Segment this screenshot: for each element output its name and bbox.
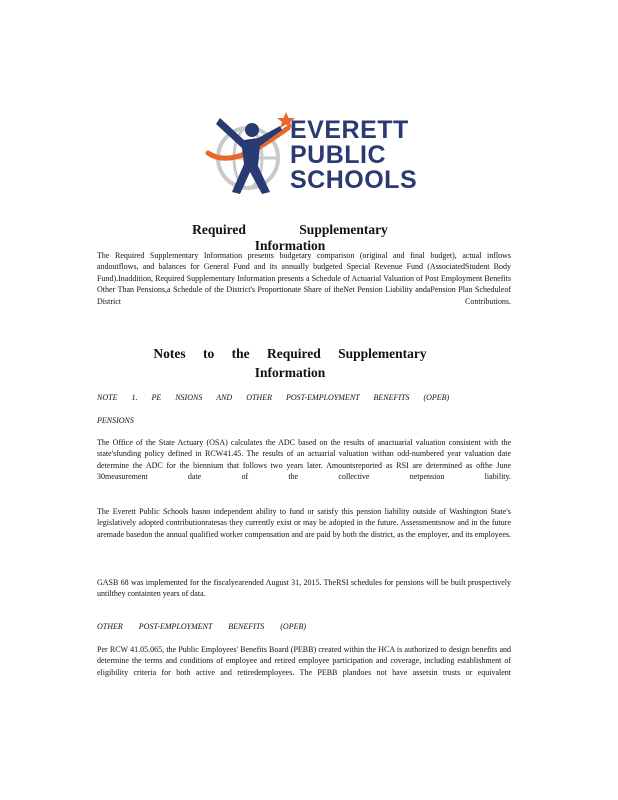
opeb-paragraph: Per RCW 41.05.065, the Public Employees' Benefits Board (PEBB) created within the HCA is authorized to design benefits and determine the terms and conditions of employee and retired employee participation and coverage, including establishment of eligibility criteria for both active and retiredemployees. The PEBB plandoes not have assetsin trusts or equivalent bbox=[97, 645, 511, 677]
pensions-paragraph-3: GASB 68 was implemented for the fiscalyearended August 31, 2015. TheRSI schedules for pensions will be built prospectively untilthey containten years of data. bbox=[97, 578, 511, 599]
logo-figure-icon bbox=[200, 108, 295, 198]
notes-heading: Notes to the Required Supplementary Information bbox=[153, 346, 427, 380]
logo-line-1: EVERETT bbox=[290, 116, 409, 144]
logo-line-3: SCHOOLS bbox=[290, 166, 418, 194]
everett-public-schools-logo bbox=[200, 108, 420, 198]
rsi-heading: Required Supplementary Information bbox=[192, 222, 388, 253]
pensions-label: PENSIONS bbox=[97, 416, 134, 425]
rsi-description: The Required Supplementary Information presents budgetary comparison (original and final budget), actual inflows andoutflows, and balances for General Fund and its annually budgeted Special Revenue Fund (AssociatedStudent Body Fund).Inaddition, Required Supplementary Information presents a Schedule of Actuarial Valuation of Post Employment Benefits Other Than Pensions,a Schedule of the District's Proportionate Share of theNet Pension Liability andaPension Plan Scheduleof District Contributions. bbox=[97, 251, 511, 306]
note-1-heading: NOTE 1. PE NSIONS AND OTHER POST-EMPLOYMENT BENEFITS (OPEB) bbox=[97, 393, 450, 402]
opeb-label: OTHER POST-EMPLOYMENT BENEFITS (OPEB) bbox=[97, 622, 307, 631]
logo-line-2: PUBLIC bbox=[290, 141, 387, 169]
logo-wordmark bbox=[290, 118, 420, 193]
pensions-paragraph-1: The Office of the State Actuary (OSA) calculates the ADC based on the results of anactuarial valuation consistent with the state'sfunding policy defined in RCW41.45. The results of an actuarial valuation withan odd-numbered year valuation date determine the ADC for the biennium that follows two years later. Amountsreported as RSI are determined as ofthe June 30measurement date of the collective netpension liability. bbox=[97, 438, 511, 482]
pensions-paragraph-2: The Everett Public Schools hasno independent ability to fund or satisfy this pension liability outside of Washington State's legislatively adopted contributionratesas they currently exist or may be adopted in the future. Assessmentsnow and in the future aremade basedon the annual qualified worker compensation and are paid by both the district, as the employer, and its employees. bbox=[97, 507, 511, 539]
